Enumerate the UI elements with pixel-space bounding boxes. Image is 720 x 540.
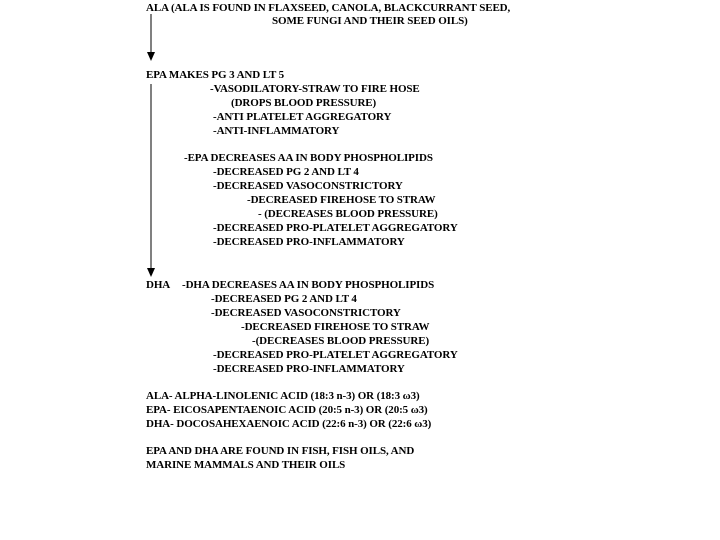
- epa-decreases-item: - (DECREASES BLOOD PRESSURE): [258, 208, 438, 220]
- epa-decreases-item: -DECREASED PG 2 AND LT 4: [213, 166, 359, 178]
- dha-item: -DECREASED VASOCONSTRICTORY: [211, 307, 401, 319]
- dha-item: -(DECREASES BLOOD PRESSURE): [252, 335, 430, 347]
- header-line-2: SOME FUNGI AND THEIR SEED OILS): [272, 15, 468, 27]
- definition-epa: EPA- EICOSAPENTAENOIC ACID (20:5 n-3) OR (20:5 ω3): [146, 404, 428, 416]
- epa-decreases-item: -DECREASED PRO-PLATELET AGGREGATORY: [213, 222, 458, 234]
- definition-dha: DHA- DOCOSAHEXAENOIC ACID (22:6 n-3) OR (22:6 ω3): [146, 418, 432, 430]
- definition-ala: ALA- ALPHA-LINOLENIC ACID (18:3 n-3) OR (18:3 ω3): [146, 390, 420, 402]
- epa-item: -ANTI-INFLAMMATORY: [213, 125, 340, 137]
- dha-item: -DECREASED FIREHOSE TO STRAW: [241, 321, 430, 333]
- dha-item: -DECREASED PG 2 AND LT 4: [211, 293, 357, 305]
- dha-item: -DECREASED PRO-PLATELET AGGREGATORY: [213, 349, 458, 361]
- epa-decreases-item: -DECREASED PRO-INFLAMMATORY: [213, 236, 405, 248]
- sources-line-2: MARINE MAMMALS AND THEIR OILS: [146, 459, 346, 471]
- dha-item: -DECREASED PRO-INFLAMMATORY: [213, 363, 405, 375]
- epa-decreases-title: -EPA DECREASES AA IN BODY PHOSPHOLIPIDS: [184, 152, 433, 164]
- epa-title: EPA MAKES PG 3 AND LT 5: [146, 69, 285, 81]
- dha-label: DHA: [146, 279, 171, 291]
- sources-line-1: EPA AND DHA ARE FOUND IN FISH, FISH OILS, AND: [146, 445, 415, 457]
- epa-item: -ANTI PLATELET AGGREGATORY: [213, 111, 392, 123]
- epa-decreases-item: -DECREASED FIREHOSE TO STRAW: [247, 194, 436, 206]
- ala-to-epa-arrow: [147, 14, 155, 61]
- epa-item: (DROPS BLOOD PRESSURE): [231, 97, 377, 109]
- epa-item: -VASODILATORY-STRAW TO FIRE HOSE: [210, 83, 420, 95]
- dha-title: -DHA DECREASES AA IN BODY PHOSPHOLIPIDS: [182, 279, 435, 291]
- header-line-1: ALA (ALA IS FOUND IN FLAXSEED, CANOLA, BLACKCURRANT SEED,: [146, 2, 511, 14]
- epa-decreases-item: -DECREASED VASOCONSTRICTORY: [213, 180, 403, 192]
- epa-to-dha-arrow: [147, 84, 155, 277]
